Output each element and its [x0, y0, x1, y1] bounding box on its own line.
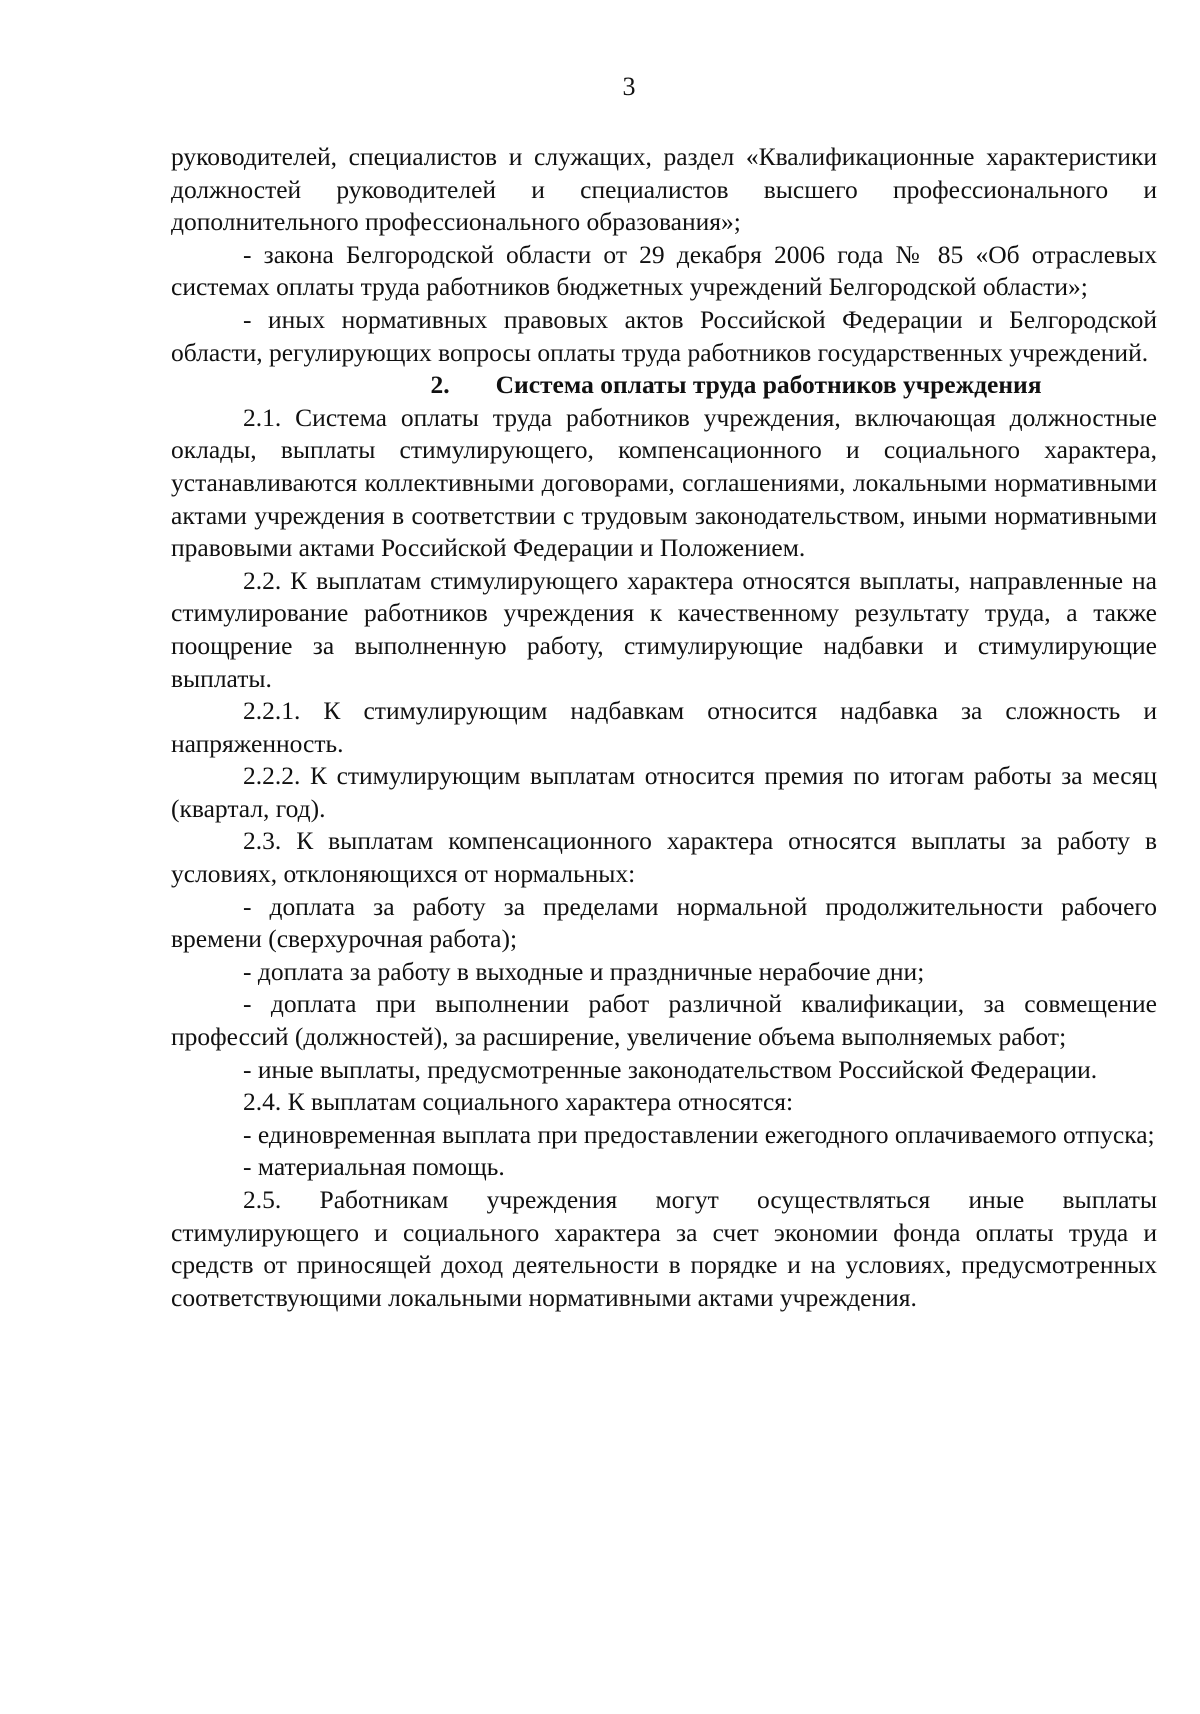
section-title: Система оплаты труда работников учреждения: [495, 370, 1042, 400]
paragraph-continuation: руководителей, специалистов и служащих, раздел «Квалификационные характеристики должностей руководителей и специалистов высшего профессионального и дополнительного профессионального образования»;: [171, 142, 1157, 237]
list-item-overtime: - доплата за работу за пределами нормальной продолжительности рабочего времени (сверхурочная работа);: [171, 891, 1157, 954]
list-item-material-aid: - материальная помощь.: [243, 1152, 505, 1182]
section-heading: [171, 369, 1157, 402]
list-item-vacation-payment: - единовременная выплата при предоставлении ежегодного оплачиваемого отпуска;: [243, 1119, 1155, 1149]
paragraph-2-1: 2.1. Система оплаты труда работников учреждения, включающая должностные оклады, выплаты стимулирующего, компенсационного и социального характера, устанавливаются коллективными договорами, соглашениями, локальными нормативными актами учреждения в соответствии с трудовым законодательством, иными нормативными правовыми актами Российской Федерации и Положением.: [171, 402, 1157, 563]
paragraph-2-3: 2.3. К выплатам компенсационного характера относятся выплаты за работу в условиях, отклоняющихся от нормальных:: [171, 826, 1157, 889]
page-number: 3: [622, 72, 636, 101]
paragraph-law-belgorod: - закона Белгородской области от 29 декабря 2006 года № 85 «Об отраслевых системах оплаты труда работников бюджетных учреждений Белгородской области»;: [171, 239, 1157, 302]
paragraph-2-2-2: 2.2.2. К стимулирующим выплатам относится премия по итогам работы за месяц (квартал, год).: [171, 761, 1157, 823]
section-number: 2.: [430, 370, 450, 400]
list-item-other-payments: - иные выплаты, предусмотренные законодательством Российской Федерации.: [243, 1054, 1098, 1084]
paragraph-2-2-1: 2.2.1. К стимулирующим надбавкам относится надбавка за сложность и напряженность.: [171, 696, 1157, 758]
document-body: [171, 141, 1157, 1314]
paragraph-2-4: 2.4. К выплатам социального характера относятся:: [243, 1087, 794, 1117]
list-item-combination: - доплата при выполнении работ различной квалификации, за совмещение профессий (должностей), за расширение, увеличение объема выполняемых работ;: [171, 989, 1157, 1052]
paragraph-2-5: 2.5. Работникам учреждения могут осуществляться иные выплаты стимулирующего и социального характера за счет экономии фонда оплаты труда и средств от приносящей доход деятельности в порядке и на условиях, предусмотренных соответствующими локальными нормативными актами учреждения.: [171, 1185, 1157, 1312]
paragraph-2-2: 2.2. К выплатам стимулирующего характера относятся выплаты, направленные на стимулирование работников учреждения к качественному результату труда, а также поощрение за выполненную работу, стимулирующие надбавки и стимулирующие выплаты.: [171, 565, 1157, 693]
list-item-holidays: - доплата за работу в выходные и праздничные нерабочие дни;: [243, 956, 925, 986]
paragraph-other-acts: - иных нормативных правовых актов Российской Федерации и Белгородской области, регулирующих вопросы оплаты труда работников государственных учреждений.: [171, 304, 1157, 367]
